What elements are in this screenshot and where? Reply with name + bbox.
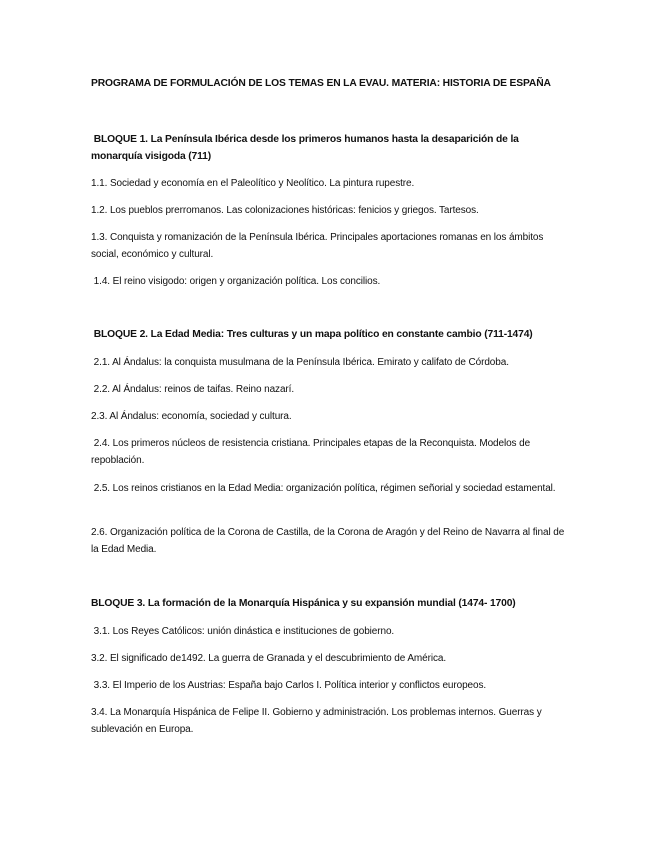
- block-1-title: BLOQUE 1. La Península Ibérica desde los primeros humanos hasta la desaparición de la monarquía visigoda (711): [91, 134, 522, 162]
- topic-3-3: 3.3. El Imperio de los Austrias: España bajo Carlos I. Política interior y conflictos europeos.: [91, 680, 487, 691]
- topic-2-1: 2.1. Al Ándalus: la conquista musulmana de la Península Ibérica. Emirato y califato de Córdoba.: [91, 357, 509, 368]
- block-2-title: BLOQUE 2. La Edad Media: Tres culturas y un mapa político en constante cambio (711-1474): [91, 329, 533, 340]
- topic-2-6: 2.6. Organización política de la Corona de Castilla, de la Corona de Aragón y del Reino de Navarra al final de la Edad Media.: [91, 527, 565, 555]
- topic-1-1: 1.1. Sociedad y economía en el Paleolítico y Neolítico. La pintura rupestre.: [91, 178, 415, 189]
- topic-2-4: 2.4. Los primeros núcleos de resistencia cristiana. Principales etapas de la Reconquista. Modelos de repoblación.: [91, 438, 533, 466]
- topic-1-4: 1.4. El reino visigodo: origen y organización política. Los concilios.: [91, 276, 381, 287]
- topic-2-2: 2.2. Al Ándalus: reinos de taifas. Reino nazarí.: [91, 384, 295, 395]
- block-3-title: BLOQUE 3. La formación de la Monarquía Hispánica y su expansión mundial (1474- 1700): [91, 598, 516, 609]
- document-title: PROGRAMA DE FORMULACIÓN DE LOS TEMAS EN LA EVAU. MATERIA: HISTORIA DE ESPAÑA: [91, 78, 551, 89]
- topic-1-2: 1.2. Los pueblos prerromanos. Las colonizaciones históricas: fenicios y griegos. Tartesos.: [91, 205, 479, 216]
- topic-2-3: 2.3. Al Ándalus: economía, sociedad y cultura.: [91, 411, 292, 422]
- topic-3-4: 3.4. La Monarquía Hispánica de Felipe II. Gobierno y administración. Los problemas internos. Guerras y sublevación en Europa.: [91, 707, 542, 735]
- topic-3-1: 3.1. Los Reyes Católicos: unión dinástica e instituciones de gobierno.: [91, 626, 395, 637]
- topic-2-5: 2.5. Los reinos cristianos en la Edad Media: organización política, régimen señorial y sociedad estamental.: [91, 483, 556, 494]
- topic-3-2: 3.2. El significado de1492. La guerra de Granada y el descubrimiento de América.: [91, 653, 446, 664]
- topic-1-3: 1.3. Conquista y romanización de la Península Ibérica. Principales aportaciones romanas en los ámbitos social, económico y cultural.: [91, 232, 544, 260]
